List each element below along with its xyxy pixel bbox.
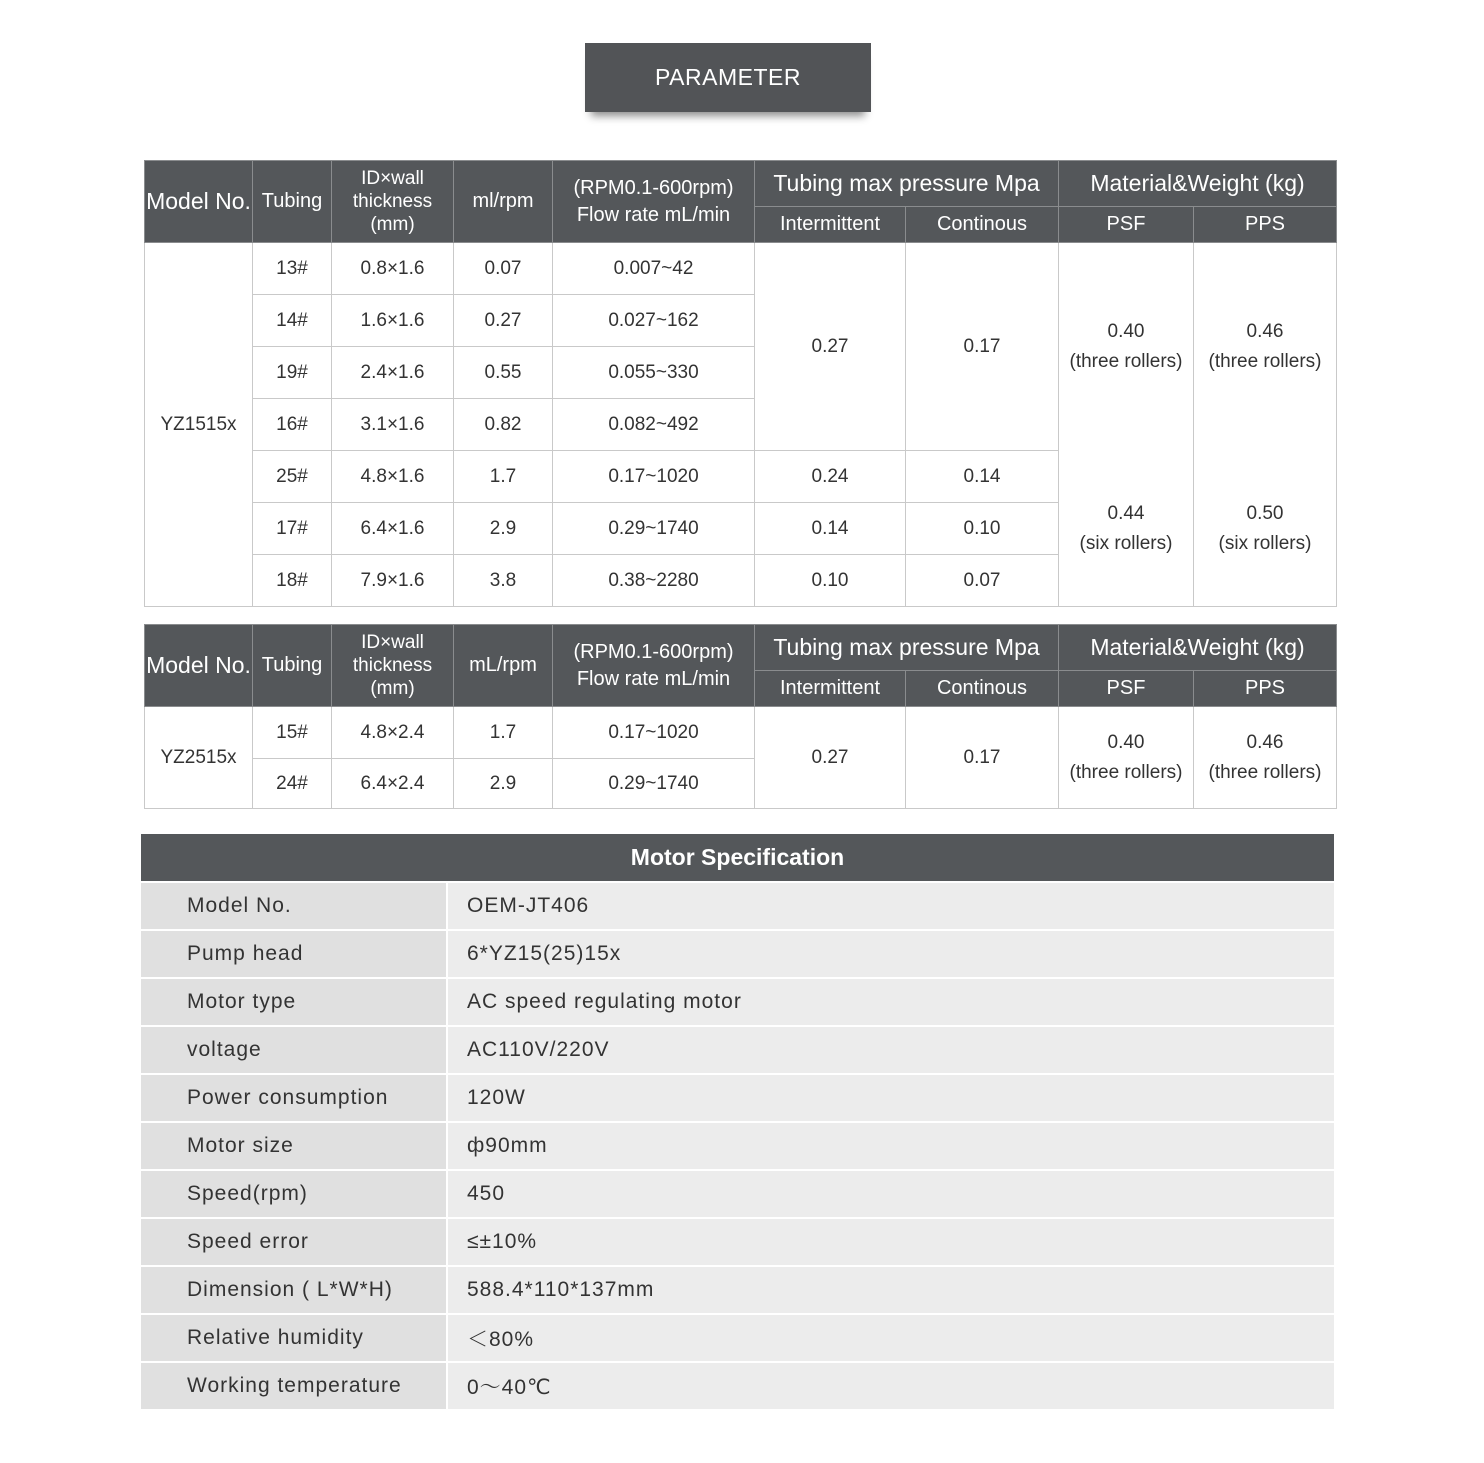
mlrpm-cell: 0.27 [454,295,553,347]
header-continous: Continous [906,207,1059,243]
spec-value: ≤±10% [448,1219,1334,1265]
spec-label: Motor type [141,979,446,1025]
flow-cell: 0.055~330 [553,347,755,399]
spec-row [141,883,1334,929]
continous-cell: 0.07 [906,555,1059,607]
spec-value: ＜80% [448,1315,1334,1361]
spec-row [141,1363,1334,1409]
tubing-cell: 14# [253,295,332,347]
tubing-cell: 17# [253,503,332,555]
header-intermittent: Intermittent [755,671,906,707]
flow-cell: 0.29~1740 [553,759,755,809]
pps-three-rollers-cell: 0.46 (three rollers) [1194,243,1337,451]
header-tubing: Tubing [253,625,332,707]
tubing-cell: 15# [253,707,332,759]
header-id-wall: ID×wall thickness (mm) [332,625,454,707]
model-cell: YZ2515x [145,707,253,809]
idwall-cell: 4.8×1.6 [332,451,454,503]
tubing-cell: 18# [253,555,332,607]
parameter-table-yz1515x [144,160,1337,607]
header-psf: PSF [1059,671,1194,707]
psf-cell: 0.40 (three rollers) [1059,707,1194,809]
spec-label: Dimension ( L*W*H) [141,1267,446,1313]
header-material-weight: Material&Weight (kg) [1059,625,1337,671]
idwall-cell: 6.4×1.6 [332,503,454,555]
idwall-cell: 1.6×1.6 [332,295,454,347]
spec-value: 0～40℃ [448,1363,1334,1409]
spec-row [141,1315,1334,1361]
flow-cell: 0.007~42 [553,243,755,295]
pps-cell: 0.46 (three rollers) [1194,707,1337,809]
header-tubing-pressure: Tubing max pressure Mpa [755,625,1059,671]
spec-label: Speed(rpm) [141,1171,446,1217]
intermittent-cell: 0.10 [755,555,906,607]
mlrpm-cell: 1.7 [454,707,553,759]
flow-cell: 0.17~1020 [553,707,755,759]
mlrpm-cell: 0.82 [454,399,553,451]
intermittent-cell: 0.24 [755,451,906,503]
motor-specification-table [141,834,1334,1409]
spec-value: ф90mm [448,1123,1334,1169]
header-model-no: Model No. [145,625,253,707]
spec-value: 6*YZ15(25)15x [448,931,1334,977]
tubing-cell: 16# [253,399,332,451]
spec-row [141,1027,1334,1073]
spec-row [141,1075,1334,1121]
intermittent-cell: 0.27 [755,243,906,451]
mlrpm-cell: 2.9 [454,503,553,555]
flow-cell: 0.027~162 [553,295,755,347]
header-ml-rpm: ml/rpm [454,161,553,243]
spec-label: Model No. [141,883,446,929]
spec-row [141,979,1334,1025]
parameter-banner [585,43,871,112]
spec-label: Pump head [141,931,446,977]
spec-row [141,1219,1334,1265]
psf-six-rollers-cell: 0.44 (six rollers) [1059,451,1194,607]
header-intermittent: Intermittent [755,207,906,243]
idwall-cell: 3.1×1.6 [332,399,454,451]
spec-value: AC speed regulating motor [448,979,1334,1025]
psf-three-rollers-cell: 0.40 (three rollers) [1059,243,1194,451]
continous-cell: 0.17 [906,243,1059,451]
header-tubing-pressure: Tubing max pressure Mpa [755,161,1059,207]
parameter-table-yz2515x [144,624,1337,809]
header-ml-rpm: mL/rpm [454,625,553,707]
tubing-cell: 24# [253,759,332,809]
spec-label: voltage [141,1027,446,1073]
banner-title: PARAMETER [655,64,801,90]
header-id-wall: ID×wall thickness (mm) [332,161,454,243]
continous-cell: 0.14 [906,451,1059,503]
spec-label: Power consumption [141,1075,446,1121]
flow-cell: 0.082~492 [553,399,755,451]
header-material-weight: Material&Weight (kg) [1059,161,1337,207]
header-pps: PPS [1194,207,1337,243]
continous-cell: 0.17 [906,707,1059,809]
spec-value: OEM-JT406 [448,883,1334,929]
model-cell: YZ1515x [145,243,253,607]
tubing-cell: 25# [253,451,332,503]
spec-label: Relative humidity [141,1315,446,1361]
spec-label: Speed error [141,1219,446,1265]
idwall-cell: 7.9×1.6 [332,555,454,607]
mlrpm-cell: 2.9 [454,759,553,809]
motor-spec-title: Motor Specification [141,834,1334,881]
spec-row [141,1123,1334,1169]
tubing-cell: 19# [253,347,332,399]
header-tubing: Tubing [253,161,332,243]
spec-row [141,931,1334,977]
spec-row [141,1267,1334,1313]
spec-label: Motor size [141,1123,446,1169]
mlrpm-cell: 0.55 [454,347,553,399]
tubing-cell: 13# [253,243,332,295]
idwall-cell: 0.8×1.6 [332,243,454,295]
continous-cell: 0.10 [906,503,1059,555]
header-model-no: Model No. [145,161,253,243]
spec-value: 120W [448,1075,1334,1121]
flow-cell: 0.38~2280 [553,555,755,607]
mlrpm-cell: 1.7 [454,451,553,503]
spec-value: 588.4*110*137mm [448,1267,1334,1313]
spec-row [141,1171,1334,1217]
idwall-cell: 4.8×2.4 [332,707,454,759]
spec-label: Working temperature [141,1363,446,1409]
idwall-cell: 6.4×2.4 [332,759,454,809]
header-psf: PSF [1059,207,1194,243]
flow-cell: 0.17~1020 [553,451,755,503]
intermittent-cell: 0.14 [755,503,906,555]
header-pps: PPS [1194,671,1337,707]
mlrpm-cell: 3.8 [454,555,553,607]
idwall-cell: 2.4×1.6 [332,347,454,399]
header-continous: Continous [906,671,1059,707]
spec-value: AC110V/220V [448,1027,1334,1073]
header-flow-rate: (RPM0.1-600rpm) Flow rate mL/min [553,625,755,707]
pps-six-rollers-cell: 0.50 (six rollers) [1194,451,1337,607]
flow-cell: 0.29~1740 [553,503,755,555]
header-flow-rate: (RPM0.1-600rpm) Flow rate mL/min [553,161,755,243]
intermittent-cell: 0.27 [755,707,906,809]
spec-value: 450 [448,1171,1334,1217]
mlrpm-cell: 0.07 [454,243,553,295]
